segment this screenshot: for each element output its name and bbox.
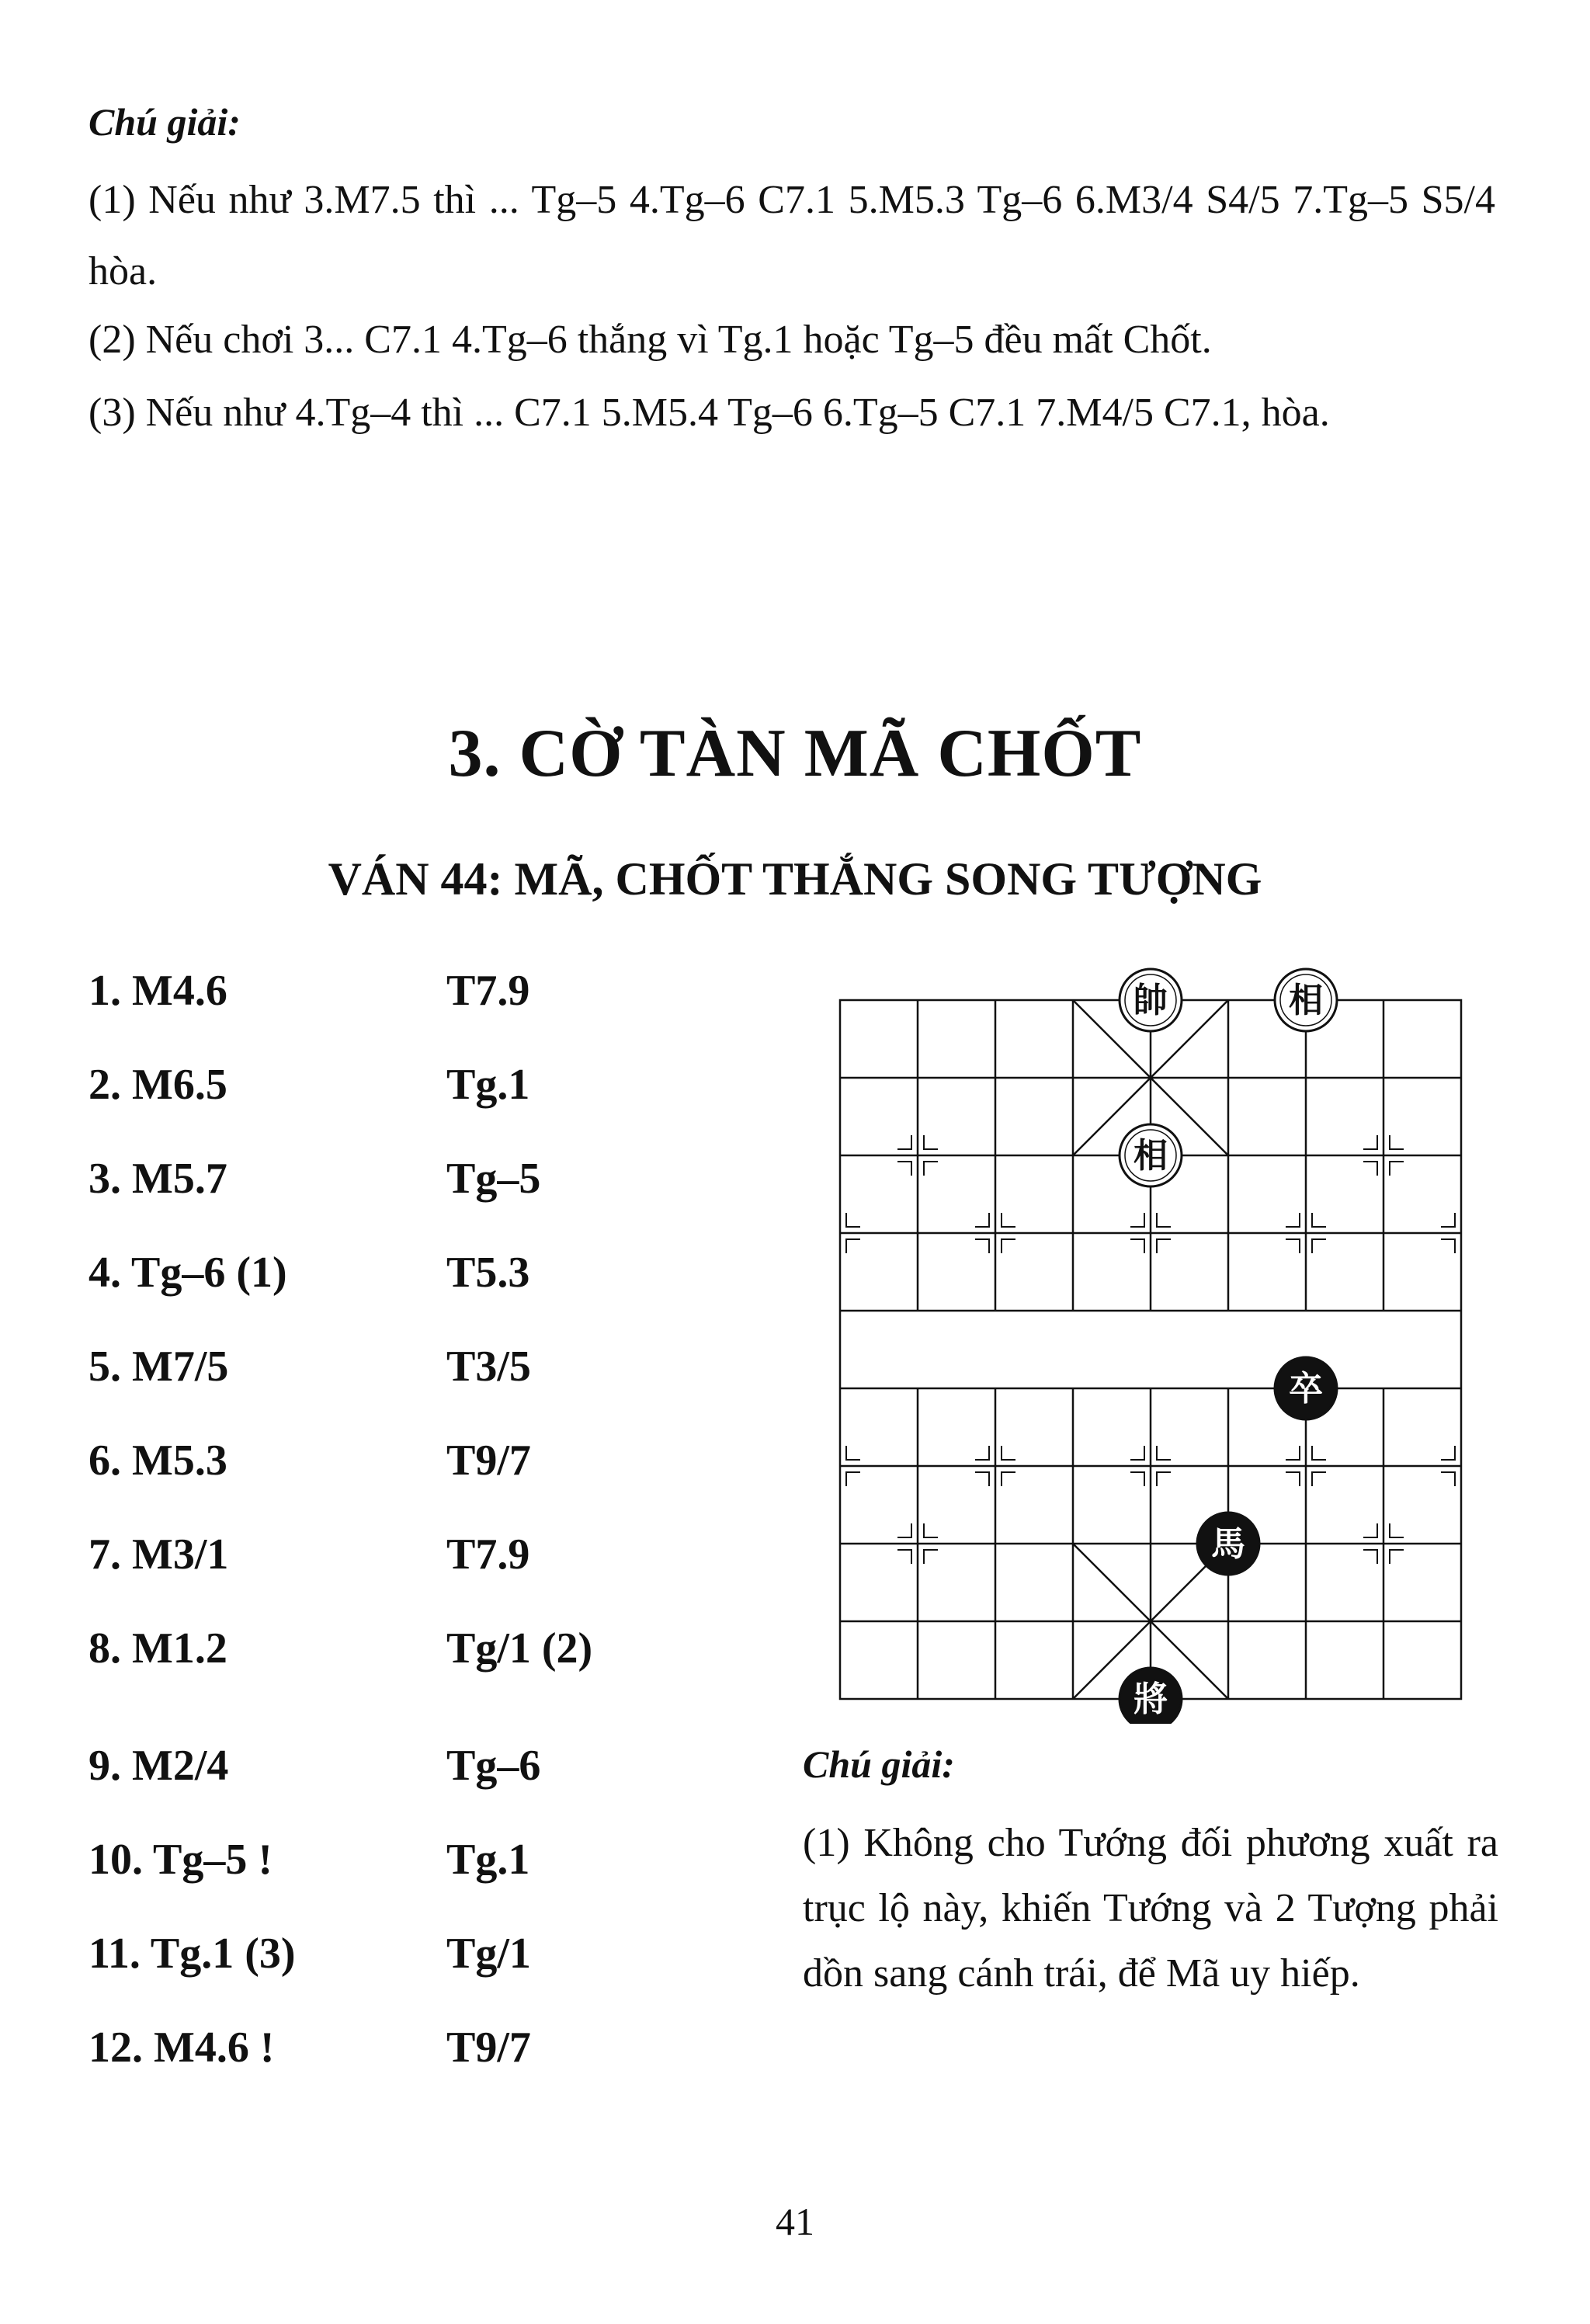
move-white: 10. Tg–5 ! <box>89 1836 273 1884</box>
position-marker <box>1130 1213 1144 1227</box>
position-marker <box>975 1446 989 1460</box>
game-title: VÁN 44: MÃ, CHỐT THẮNG SONG TƯỢNG <box>328 853 1262 905</box>
position-marker <box>1312 1472 1326 1486</box>
position-marker <box>846 1213 860 1227</box>
position-marker <box>1363 1162 1377 1176</box>
position-marker <box>1130 1239 1144 1253</box>
position-marker <box>1390 1550 1404 1564</box>
move-black: Tg/1 <box>446 1930 531 1978</box>
position-marker <box>924 1550 938 1564</box>
position-marker <box>1002 1239 1015 1253</box>
position-marker <box>924 1135 938 1149</box>
move-white: 4. Tg–6 (1) <box>89 1249 287 1297</box>
position-marker <box>897 1162 911 1176</box>
position-marker <box>1157 1472 1171 1486</box>
position-marker <box>846 1446 860 1460</box>
position-marker <box>1441 1213 1455 1227</box>
position-marker <box>1390 1162 1404 1176</box>
move-white: 3. M5.7 <box>89 1155 227 1203</box>
position-marker <box>1312 1446 1326 1460</box>
position-marker <box>924 1523 938 1537</box>
position-marker <box>846 1239 860 1253</box>
side-notes-heading: Chú giải: <box>803 1742 955 1786</box>
move-white: 8. M1.2 <box>89 1624 227 1673</box>
position-marker <box>897 1523 911 1537</box>
note-item-1: (1) Nếu như 3.M7.5 thì ... Tg–5 4.Tg–6 C7.1 5.M5.3 Tg–6 6.M3/4 S4/5 7.Tg–5 S5/4 hòa. <box>89 178 1495 294</box>
position-marker <box>1130 1446 1144 1460</box>
piece-label: 相 <box>1289 981 1323 1020</box>
position-marker <box>1002 1472 1015 1486</box>
position-marker <box>1130 1472 1144 1486</box>
position-marker <box>1441 1472 1455 1486</box>
position-marker <box>1312 1239 1326 1253</box>
position-marker <box>1286 1213 1300 1227</box>
move-black: T9/7 <box>446 2024 531 2072</box>
side-note-item-1: (1) Không cho Tướng đối phương xuất ra trục lộ này, khiến Tướng và 2 Tượng phải dồn sang cánh trái, để Mã uy hiếp. <box>803 1821 1498 1996</box>
piece-label: 將 <box>1133 1680 1168 1719</box>
move-white: 9. M2/4 <box>89 1742 229 1790</box>
move-white: 12. M4.6 ! <box>89 2024 275 2072</box>
position-marker <box>1157 1446 1171 1460</box>
position-marker <box>924 1162 938 1176</box>
position-marker <box>1157 1239 1171 1253</box>
piece-label: 馬 <box>1211 1524 1245 1564</box>
move-black: T7.9 <box>446 1530 530 1579</box>
position-marker <box>1286 1472 1300 1486</box>
note-item-3: (3) Nếu như 4.Tg–4 thì ... C7.1 5.M5.4 Tg–6 6.Tg–5 C7.1 7.M4/5 C7.1, hòa. <box>89 391 1330 435</box>
position-marker <box>1312 1213 1326 1227</box>
position-marker <box>975 1472 989 1486</box>
move-black: Tg.1 <box>446 1061 530 1109</box>
piece-label: 帥 <box>1133 981 1168 1020</box>
position-marker <box>1286 1239 1300 1253</box>
move-white: 1. M4.6 <box>89 967 227 1015</box>
position-marker <box>897 1135 911 1149</box>
note-item-2: (2) Nếu chơi 3... C7.1 4.Tg–6 thắng vì Tg.1 hoặc Tg–5 đều mất Chốt. <box>89 318 1212 362</box>
move-white: 7. M3/1 <box>89 1530 229 1579</box>
move-black: T9/7 <box>446 1436 531 1485</box>
page-number: 41 <box>776 2200 814 2243</box>
position-marker <box>1286 1446 1300 1460</box>
notes-heading: Chú giải: <box>89 100 241 144</box>
position-marker <box>1441 1239 1455 1253</box>
move-black: T7.9 <box>446 967 530 1015</box>
position-marker <box>1390 1523 1404 1537</box>
piece-label: 相 <box>1133 1136 1168 1176</box>
move-white: 5. M7/5 <box>89 1343 229 1391</box>
position-marker <box>897 1550 911 1564</box>
xiangqi-board <box>807 955 1475 1724</box>
position-marker <box>1441 1446 1455 1460</box>
position-marker <box>1363 1135 1377 1149</box>
move-black: Tg–6 <box>446 1742 541 1790</box>
position-marker <box>975 1213 989 1227</box>
move-black: T3/5 <box>446 1343 531 1391</box>
position-marker <box>846 1472 860 1486</box>
position-marker <box>1390 1135 1404 1149</box>
move-white: 11. Tg.1 (3) <box>89 1930 296 1978</box>
position-marker <box>1157 1213 1171 1227</box>
piece-label: 卒 <box>1289 1369 1323 1409</box>
move-white: 6. M5.3 <box>89 1436 227 1485</box>
move-black: Tg.1 <box>446 1836 530 1884</box>
position-marker <box>975 1239 989 1253</box>
position-marker <box>1002 1446 1015 1460</box>
position-marker <box>1002 1213 1015 1227</box>
position-marker <box>1363 1550 1377 1564</box>
position-marker <box>1363 1523 1377 1537</box>
move-black: Tg/1 (2) <box>446 1624 593 1673</box>
move-white: 2. M6.5 <box>89 1061 227 1109</box>
move-black: T5.3 <box>446 1249 530 1297</box>
move-black: Tg–5 <box>446 1155 541 1203</box>
section-title: 3. CỜ TÀN MÃ CHỐT <box>448 716 1142 791</box>
